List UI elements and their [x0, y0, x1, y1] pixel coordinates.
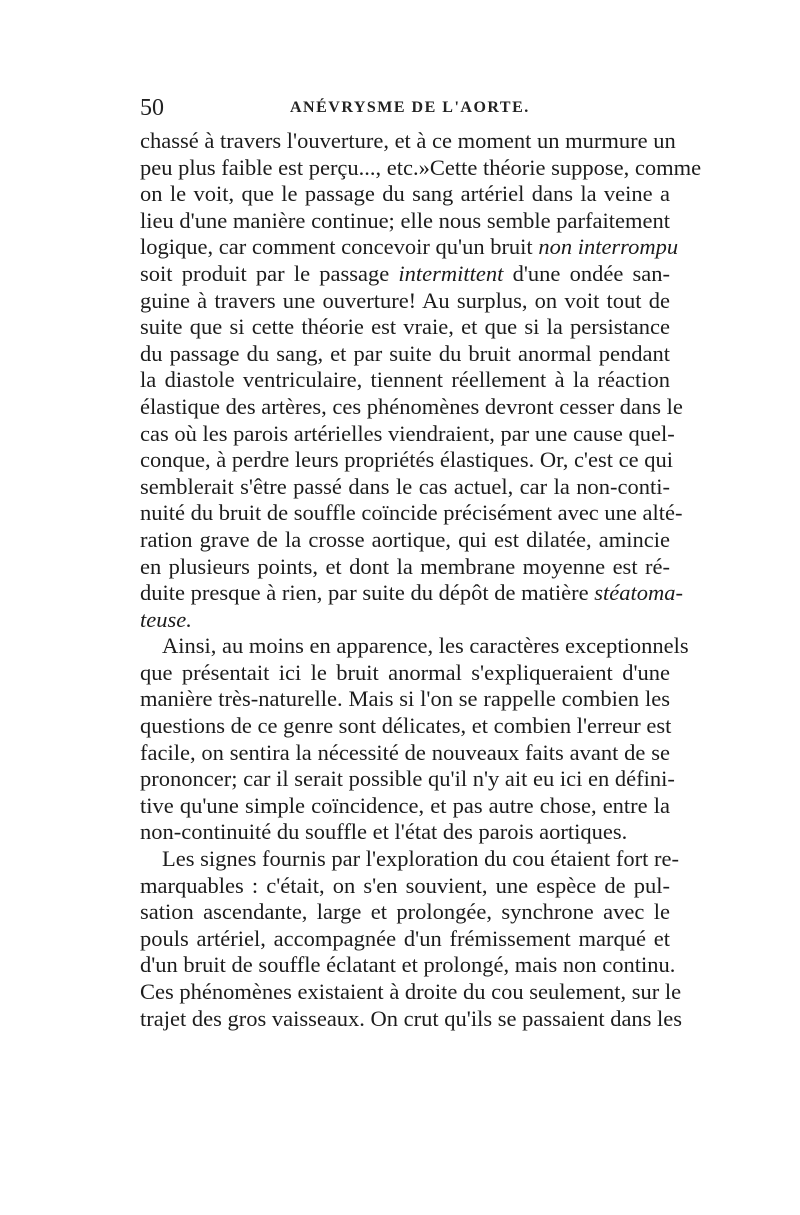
- text-line: Les signes fournis par l'exploration du cou étaient fort re-: [162, 846, 680, 872]
- text-line: Ces phénomènes existaient à droite du cou seulement, sur le: [140, 979, 682, 1004]
- text-line: trajet des gros vaisseaux. On crut qu'ils se passaient dans les: [140, 1005, 683, 1031]
- text-line: on le voit, que le passage du sang artériel dans la veine a: [140, 181, 670, 207]
- running-title: ANÉVRYSME DE L'AORTE.: [290, 99, 530, 116]
- text-line: sation ascendante, large et prolongée, synchrone avec le: [140, 899, 670, 925]
- body-text: [140, 128, 702, 1032]
- text-line: conque, à perdre leurs propriétés élastiques. Or, c'est ce qui: [140, 447, 673, 473]
- text-line: facile, on sentira la nécessité de nouveaux faits avant de se: [140, 739, 670, 765]
- text-line: cas où les parois artérielles viendraient, par une cause quel-: [140, 420, 675, 446]
- text-line: d'un bruit de souffle éclatant et prolongé, mais non continu.: [140, 952, 676, 978]
- text-line: prononcer; car il serait possible qu'il n'y ait eu ici en défini-: [140, 766, 675, 792]
- text-line: Ainsi, au moins en apparence, les caractères exceptionnels: [162, 633, 689, 659]
- paragraph: [140, 633, 689, 846]
- text-line: semblerait s'être passé dans le cas actuel, car la non-conti-: [140, 473, 670, 499]
- italic-term: intermittent: [398, 260, 504, 286]
- italic-term: teuse.: [140, 606, 192, 632]
- text-line: en plusieurs points, et dont la membrane moyenne est ré-: [140, 553, 670, 579]
- text-line: que présentait ici le bruit anormal s'expliqueraient d'une: [140, 659, 670, 685]
- paragraph: [140, 128, 702, 633]
- text-line: élastique des artères, ces phénomènes devront cesser dans le: [140, 393, 683, 419]
- text-line: nuité du bruit de souffle coïncide précisément avec une alté-: [140, 500, 683, 526]
- text-line: manière très-naturelle. Mais si l'on se rappelle combien les: [140, 686, 670, 712]
- text-line: du passage du sang, et par suite du bruit anormal pendant: [140, 340, 670, 366]
- text-line: marquables : c'était, on s'en souvient, une espèce de pul-: [140, 872, 670, 898]
- text-line: ration grave de la crosse aortique, qui est dilatée, amincie: [140, 526, 670, 552]
- italic-term: non interrompu: [538, 234, 679, 260]
- text-line: suite que si cette théorie est vraie, et que si la persistance: [140, 314, 670, 340]
- text-line: non-continuité du souffle et l'état des parois aortiques.: [140, 819, 628, 845]
- text-line: tive qu'une simple coïncidence, et pas autre chose, entre la: [140, 792, 670, 818]
- text-line: questions de ce genre sont délicates, et combien l'erreur est: [140, 713, 672, 739]
- text-line: logique, car comment concevoir qu'un bruit non interrompu: [140, 234, 679, 260]
- text-line: pouls artériel, accompagnée d'un frémissement marqué et: [140, 925, 670, 951]
- paragraph: [140, 846, 683, 1032]
- text-line: la diastole ventriculaire, tiennent réellement à la réaction: [140, 367, 670, 393]
- text-line: guine à travers une ouverture! Au surplus, on voit tout de: [140, 287, 670, 313]
- text-line: peu plus faible est perçu..., etc.»Cette théorie suppose, comme: [140, 154, 702, 180]
- text-line: soit produit par le passage intermittent d'une ondée san-: [140, 260, 671, 286]
- text-line: [140, 607, 670, 634]
- page-number: 50: [140, 95, 164, 121]
- page-header: [140, 95, 670, 125]
- italic-term: stéatoma-: [594, 580, 683, 606]
- text-line: duite presque à rien, par suite du dépôt de matière stéatoma-: [140, 580, 683, 606]
- text-line: chassé à travers l'ouverture, et à ce moment un murmure un: [140, 128, 676, 153]
- text-line: lieu d'une manière continue; elle nous semble parfaitement: [140, 207, 670, 233]
